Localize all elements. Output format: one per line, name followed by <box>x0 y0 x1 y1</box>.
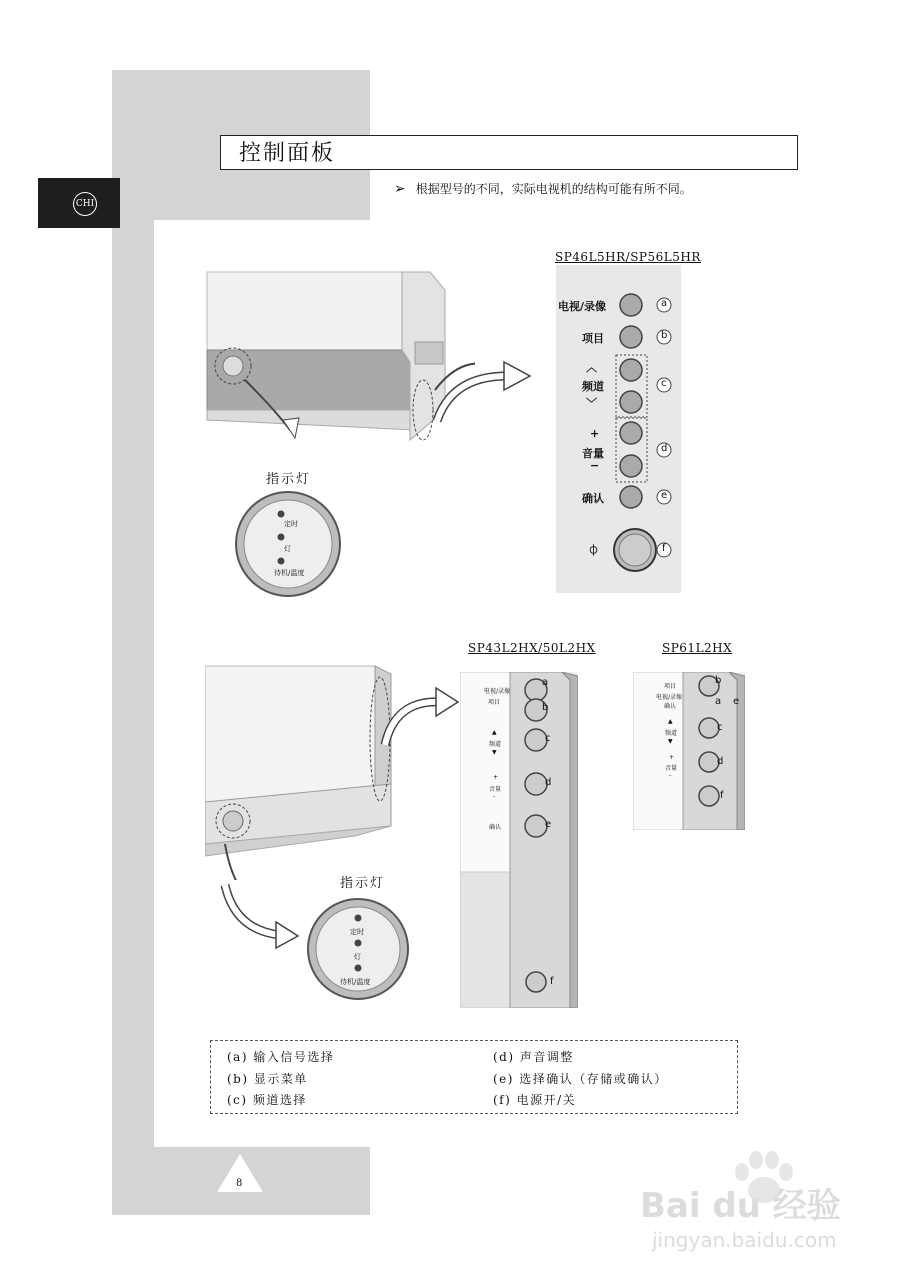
side-label-a-menu: 项目 <box>488 699 501 706</box>
control-panel-top <box>556 265 681 593</box>
note-text: 根据型号的不同，实际电视机的结构可能有所不同。 <box>415 182 692 196</box>
callout-letter-a2: a <box>715 696 722 707</box>
side-label-b-vol-up: + <box>669 754 675 761</box>
indicator-label-standby-bottom: 待机/温度 <box>340 978 371 986</box>
side-label-a-vol-down: - <box>493 793 496 800</box>
callout-letter-d-bottom: d <box>545 777 552 788</box>
side-label-b-enter: 确认 <box>664 703 677 710</box>
page-number: 8 <box>236 1178 243 1189</box>
side-label-b-volume: 音量 <box>665 765 678 772</box>
side-label-b-tv-video: 电视/录像 <box>656 694 683 701</box>
watermark-brand: Bai du 经验 <box>640 1186 841 1226</box>
model-label-bottom-a: SP43L2HX/50L2HX <box>468 641 596 655</box>
callout-letter-e2: e <box>733 696 740 707</box>
indicator-label-timer: 定时 <box>284 520 298 528</box>
callout-letter-f2: f <box>720 790 724 801</box>
callout-letter-e: e <box>661 490 668 501</box>
side-label-a-volume: 音量 <box>489 786 502 793</box>
legend-item-a: (a) 输入信号选择 <box>227 1050 335 1064</box>
side-label-a-vol-up: + <box>493 774 499 781</box>
side-panel-b <box>633 672 745 830</box>
panel-label-tv-video: 电视/录像 <box>558 300 607 313</box>
side-label-b-ch-down: ▼ <box>668 738 673 745</box>
callout-letter-b-bottom: b <box>542 702 549 713</box>
indicator-label-standby: 待机/温度 <box>274 569 305 577</box>
language-tab <box>38 178 120 228</box>
side-label-b-ch-up: ▲ <box>668 718 673 725</box>
side-label-a-tv-video: 电视/录像 <box>484 688 511 695</box>
callout-letter-c-bottom: c <box>545 733 551 744</box>
watermark <box>640 1150 890 1260</box>
callout-letter-b: b <box>661 330 668 341</box>
indicator-label-lamp-bottom: 灯 <box>354 953 361 961</box>
side-panel-a <box>460 672 578 1008</box>
legend-box <box>210 1040 738 1114</box>
callout-letter-c2: c <box>717 722 723 733</box>
callout-letter-f: f <box>662 543 666 554</box>
callout-letter-f-bottom: f <box>550 976 554 987</box>
panel-label-channel-up: ︿ <box>586 361 597 374</box>
callout-letter-c: c <box>661 378 667 389</box>
callout-letter-b2: b <box>715 675 722 686</box>
indicator-label-lamp: 灯 <box>284 545 291 553</box>
legend-item-d: (d) 声音调整 <box>493 1050 574 1064</box>
curved-arrow-icon <box>432 356 532 426</box>
model-note <box>394 180 692 197</box>
gray-band-left <box>112 220 154 1215</box>
side-label-a-ch-down: ▼ <box>492 749 497 756</box>
callout-letter-d: d <box>661 443 668 454</box>
power-icon: ⏀ <box>588 544 599 557</box>
panel-label-volume: 音量 <box>582 447 604 460</box>
panel-label-channel-down: ﹀ <box>586 397 597 410</box>
legend-item-b: (b) 显示菜单 <box>227 1072 308 1086</box>
legend-item-c: (c) 频道选择 <box>227 1093 307 1107</box>
side-label-a-ch-up: ▲ <box>492 729 497 736</box>
page-title: 控制面板 <box>220 135 798 170</box>
side-label-b-channel: 频道 <box>665 730 678 737</box>
tv-illustration-bottom <box>205 664 395 880</box>
model-label-top: SP46L5HR/SP56L5HR <box>555 250 701 264</box>
legend-item-e: (e) 选择确认（存储或确认） <box>493 1072 668 1086</box>
arrow-icon: ➢ <box>394 181 406 197</box>
callout-letter-d2: d <box>717 756 724 767</box>
curved-arrow-icon-bottom <box>380 680 460 750</box>
callout-letter-e-bottom: e <box>545 819 552 830</box>
indicator-title-top: 指示灯 <box>266 472 312 487</box>
side-label-a-enter: 确认 <box>489 824 502 831</box>
indicator-label-timer-bottom: 定时 <box>350 928 364 936</box>
panel-label-channel: 频道 <box>582 380 604 393</box>
indicator-title-bottom: 指示灯 <box>340 876 386 891</box>
panel-label-menu: 项目 <box>582 332 604 345</box>
panel-label-volume-up: + <box>590 427 600 440</box>
watermark-url: jingyan.baidu.com <box>652 1228 837 1252</box>
language-badge: CHI <box>73 192 97 216</box>
side-label-a-channel: 频道 <box>489 741 502 748</box>
callout-letter-a: a <box>661 298 668 309</box>
legend-item-f: (f) 电源开/关 <box>493 1093 577 1107</box>
panel-label-volume-down: − <box>590 459 600 472</box>
model-label-bottom-b: SP61L2HX <box>662 641 733 655</box>
side-label-b-menu: 项目 <box>664 683 677 690</box>
side-label-b-vol-down: - <box>669 772 672 779</box>
panel-label-enter: 确认 <box>582 492 604 505</box>
curved-arrow-icon-down <box>220 880 300 950</box>
callout-letter-a-bottom: a <box>542 677 549 688</box>
